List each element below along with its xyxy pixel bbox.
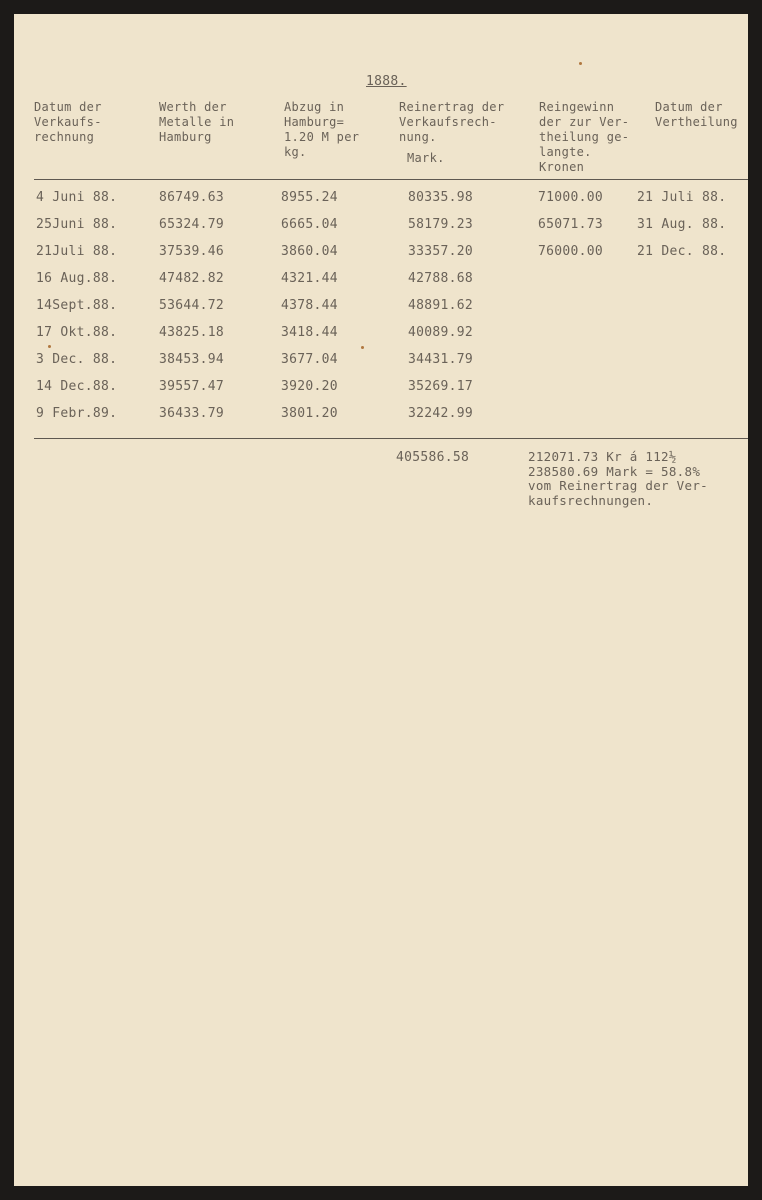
paper-speck — [579, 62, 582, 65]
cell-werth: 38453.94 — [159, 352, 225, 367]
unit-mark: Mark. — [407, 151, 445, 165]
cell-abzug: 4321.44 — [281, 271, 338, 286]
year-heading: 1888. — [366, 74, 407, 89]
header-werth-metalle: Werth der Metalle in Hamburg — [159, 100, 235, 144]
table-row — [14, 190, 748, 210]
paper-speck — [48, 345, 51, 348]
cell-werth: 37539.46 — [159, 244, 225, 259]
cell-werth: 36433.79 — [159, 406, 225, 421]
cell-abzug: 4378.44 — [281, 298, 338, 313]
table-row — [14, 406, 748, 426]
cell-reinertrag: 32242.99 — [408, 406, 474, 421]
header-rule — [34, 179, 748, 180]
header-reinertrag: Reinertrag der Verkaufsrech- nung. Mark. — [399, 100, 505, 165]
table-row — [14, 325, 748, 345]
cell-werth: 65324.79 — [159, 217, 225, 232]
cell-datum: 25Juni 88. — [36, 217, 118, 232]
cell-reinertrag: 42788.68 — [408, 271, 474, 286]
cell-reinertrag: 80335.98 — [408, 190, 474, 205]
header-datum-verkaufsrechnung: Datum der Verkaufs- rechnung — [34, 100, 102, 144]
cell-reingewinn: 71000.00 — [538, 190, 604, 205]
footer-rule — [34, 438, 748, 439]
cell-datum: 14Sept.88. — [36, 298, 118, 313]
cell-werth: 47482.82 — [159, 271, 225, 286]
cell-abzug: 3920.20 — [281, 379, 338, 394]
cell-abzug: 8955.24 — [281, 190, 338, 205]
cell-reinertrag: 35269.17 — [408, 379, 474, 394]
summary-note: 212071.73 Kr á 112½ 238580.69 Mark = 58.8% vom Reinertrag der Ver- kaufsrechnungen. — [528, 449, 708, 508]
cell-datum: 16 Aug.88. — [36, 271, 118, 286]
cell-reingewinn: 76000.00 — [538, 244, 604, 259]
cell-werth: 43825.18 — [159, 325, 225, 340]
cell-vertheilung: 21 Juli 88. — [637, 190, 727, 205]
cell-datum: 3 Dec. 88. — [36, 352, 118, 367]
cell-datum: 4 Juni 88. — [36, 190, 118, 205]
cell-reinertrag: 34431.79 — [408, 352, 474, 367]
cell-vertheilung: 31 Aug. 88. — [637, 217, 727, 232]
cell-reinertrag: 40089.92 — [408, 325, 474, 340]
cell-datum: 14 Dec.88. — [36, 379, 118, 394]
cell-datum: 21Juli 88. — [36, 244, 118, 259]
table-row — [14, 298, 748, 318]
cell-reinertrag: 48891.62 — [408, 298, 474, 313]
cell-reinertrag: 58179.23 — [408, 217, 474, 232]
paper-speck — [361, 346, 364, 349]
table-row — [14, 244, 748, 264]
document-page — [14, 14, 748, 1186]
cell-abzug: 3860.04 — [281, 244, 338, 259]
cell-abzug: 3677.04 — [281, 352, 338, 367]
table-row — [14, 217, 748, 237]
unit-kronen: Kronen — [539, 160, 585, 174]
cell-datum: 9 Febr.89. — [36, 406, 118, 421]
table-row — [14, 352, 748, 372]
cell-datum: 17 Okt.88. — [36, 325, 118, 340]
cell-abzug: 3418.44 — [281, 325, 338, 340]
cell-werth: 53644.72 — [159, 298, 225, 313]
cell-abzug: 3801.20 — [281, 406, 338, 421]
table-row — [14, 379, 748, 399]
cell-vertheilung: 21 Dec. 88. — [637, 244, 727, 259]
header-reingewinn: Reingewinn der zur Ver- theilung ge- langte. Kronen — [539, 100, 630, 174]
header-datum-vertheilung: Datum der Vertheilung — [655, 100, 738, 129]
total-reinertrag: 405586.58 — [396, 450, 470, 465]
cell-werth: 39557.47 — [159, 379, 225, 394]
cell-reingewinn: 65071.73 — [538, 217, 604, 232]
header-abzug-hamburg: Abzug in Hamburg= 1.20 M per kg. — [284, 100, 360, 159]
cell-abzug: 6665.04 — [281, 217, 338, 232]
cell-werth: 86749.63 — [159, 190, 225, 205]
table-row — [14, 271, 748, 291]
cell-reinertrag: 33357.20 — [408, 244, 474, 259]
